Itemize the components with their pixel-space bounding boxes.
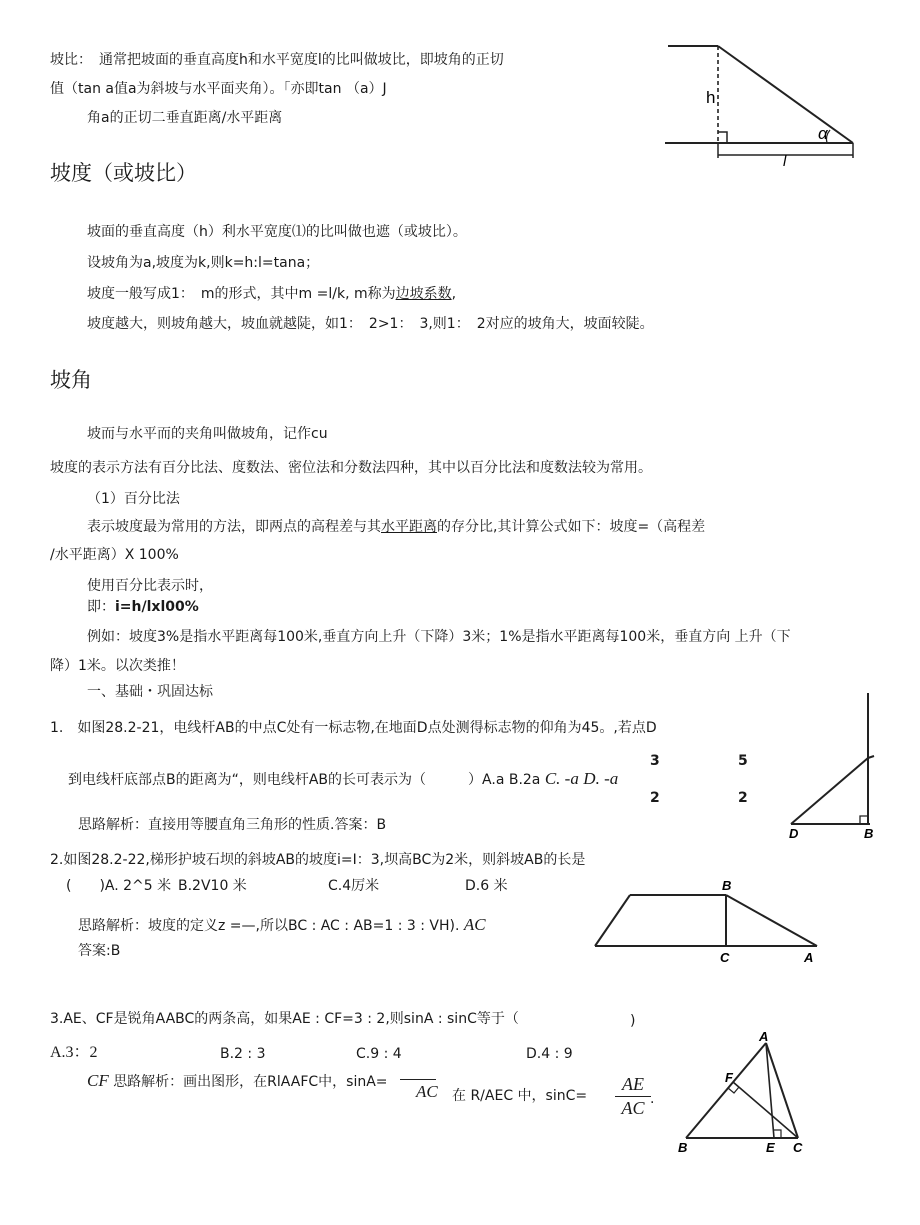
q3-analysis [87, 1072, 388, 1091]
sec1-paragraph-4: 坡度越大，则坡角越大，坡血就越陡，如1： 2>1： 3,则1： 2对应的坡角大，坡面较陡。 [87, 316, 654, 332]
intro-line-2: 值（tan a值a为斜坡与水平面夹角）。「亦即tan （a）J [50, 81, 387, 97]
sec2-p4-text: 表示坡度最为常用的方法，即两点的高程差与其 [87, 519, 381, 535]
q3-analysis-b: 在 R/AEC 中，sinC= [452, 1088, 588, 1104]
slope-ratio-figure [665, 40, 865, 170]
q3-option-c: C.9 : 4 [356, 1046, 402, 1062]
q2-option-a: ( )A. 2^5 米 [66, 878, 172, 894]
q3-frac2-numerator: AE [622, 1074, 644, 1094]
q1-option-d: D. -a [583, 769, 619, 788]
q1-line-1: 1. 如图28.2-21，电线杆AB的中点C处有一标志物,在地面D点处测得标志物的仰角为45。,若点D [50, 720, 657, 736]
q1-line-2 [68, 770, 618, 789]
sec2-paragraph-1: 坡而与水平而的夹角叫做坡角，记作cu [87, 426, 328, 442]
sec1-paragraph-1: 坡面的垂直高度（h）利水平宽度⑴的比叫做也遮（或坡比）。 [87, 224, 467, 240]
q3-fig-label-f: F [725, 1070, 733, 1085]
q2-fig-label-b: B [722, 878, 732, 893]
sec2-paragraph-4 [87, 518, 705, 536]
q1-frac-d-numerator: 5 [738, 753, 748, 769]
q1-fig-label-d: D [789, 826, 799, 841]
q2-option-c: C.4厉米 [328, 878, 380, 894]
sec2-paragraph-7 [87, 598, 199, 616]
exercise-heading: 一、基础・巩固达标 [87, 684, 213, 700]
section-title-slope-angle: 坡角 [50, 368, 92, 392]
q3-frac2-denominator: AC [621, 1098, 645, 1118]
q3-frac2-bar [615, 1096, 651, 1097]
q3-option-b: B.2 : 3 [220, 1046, 266, 1062]
q2-analysis [78, 916, 486, 935]
q2-dam-figure [592, 878, 822, 968]
q2-option-b: B.2V10 米 [178, 878, 247, 894]
horizontal-distance-link[interactable]: 水平距离 [381, 519, 437, 535]
q2-option-d: D.6 米 [465, 878, 508, 894]
q3-fig-label-c: C [793, 1140, 803, 1155]
sec1-p3-end: , [451, 286, 457, 302]
fig-top-h-label: h [706, 88, 716, 107]
edge-slope-coefficient-link[interactable]: 边坡系数 [395, 286, 452, 302]
sec2-paragraph-8: 例如：坡度3%是指水平距离每100米,垂直方向上升（下降）3米；1%是指水平距离每100米，垂直方向 上升（下 [87, 629, 791, 645]
q3-triangle-figure [676, 1030, 816, 1160]
q3-option-d: D.4 : 9 [526, 1046, 573, 1062]
q3-fig-label-b: B [678, 1140, 688, 1155]
q3-fig-label-e: E [766, 1140, 775, 1155]
sec2-p7-prefix: 即： [87, 599, 115, 615]
sec2-paragraph-2: 坡度的表示方法有百分比法、度数法、密位法和分数法四种，其中以百分比法和度数法较为常用。 [50, 460, 652, 476]
q3-frac1-bar [400, 1079, 436, 1080]
sec1-paragraph-3 [87, 285, 456, 303]
sec2-paragraph-3: （1）百分比法 [87, 491, 180, 507]
q2-fig-label-a: A [804, 950, 814, 965]
q3-frac1-denominator: AC [416, 1082, 438, 1101]
q3-line-1-close: ) [630, 1013, 636, 1029]
q3-line-1: 3.AE、CF是锐角AABC的两条高，如果AE : CF=3 : 2,则sinA : sinC等于（ [50, 1011, 519, 1027]
q1-analysis: 思路解析：直接用等腰直角三角形的性质.答案：B [78, 817, 387, 833]
q2-fig-label-c: C [720, 950, 730, 965]
q1-fig-label-b: B [864, 826, 874, 841]
q3-fig-label-a: A [759, 1029, 769, 1044]
fig-top-alpha-label: α [818, 124, 828, 143]
sec2-paragraph-5: /水平距离）X 100% [50, 547, 179, 563]
percent-formula: i=h/lxl00% [115, 599, 199, 615]
sec2-paragraph-9: 降）1米。以次类推！ [50, 658, 185, 674]
q2-answer: 答案:B [78, 943, 121, 959]
q3-analysis-text: 思路解析：画出图形，在RlAAFC中，sinA= [113, 1074, 388, 1090]
q3-option-a: A.3：2 [50, 1044, 98, 1061]
q3-cf: CF [87, 1071, 109, 1090]
q1-frac-c-numerator: 3 [650, 753, 660, 769]
q2-analysis-text: 思路解析：坡度的定义z =—,所以BC : AC : AB=1 : 3 : VH). [78, 918, 460, 934]
q2-analysis-ac: AC [463, 915, 486, 934]
q1-frac-d-denominator: 2 [738, 790, 748, 806]
q1-frac-c-denominator: 2 [650, 790, 660, 806]
q1-pole-figure [788, 690, 878, 840]
q1-option-c: C. -a [544, 769, 579, 788]
sec2-p4-end: 的存分比,其计算公式如下：坡度=（高程差 [437, 519, 706, 535]
sec2-paragraph-6: 使用百分比表示时， [87, 578, 213, 594]
sec1-p3-text: 坡度一般写成1： m的形式，其中m =l/k, m称为 [87, 286, 396, 302]
fig-top-l-label: l [783, 153, 787, 170]
intro-line-3: 角a的正切二垂直距离/水平距离 [87, 110, 283, 126]
sec1-paragraph-2: 设坡角为a,坡度为k,则k=h:l=tana； [87, 255, 320, 271]
intro-line-1: 坡比： 通常把坡面的垂直高度h和水平宽度l的比叫做坡比，即坡角的正切 [50, 52, 504, 68]
q1-options-ab: 到电线杆底部点B的距离为“，则电线杆AB的长可表示为（ ）A.a B.2a [68, 772, 541, 788]
q3-period: . [650, 1091, 655, 1107]
section-title-slope-ratio: 坡度（或坡比） [50, 161, 197, 185]
q2-line-1: 2.如图28.2-22,梯形护坡石坝的斜坡AB的坡度i=I：3,坝高BC为2米，则斜坡AB的长是 [50, 852, 586, 868]
